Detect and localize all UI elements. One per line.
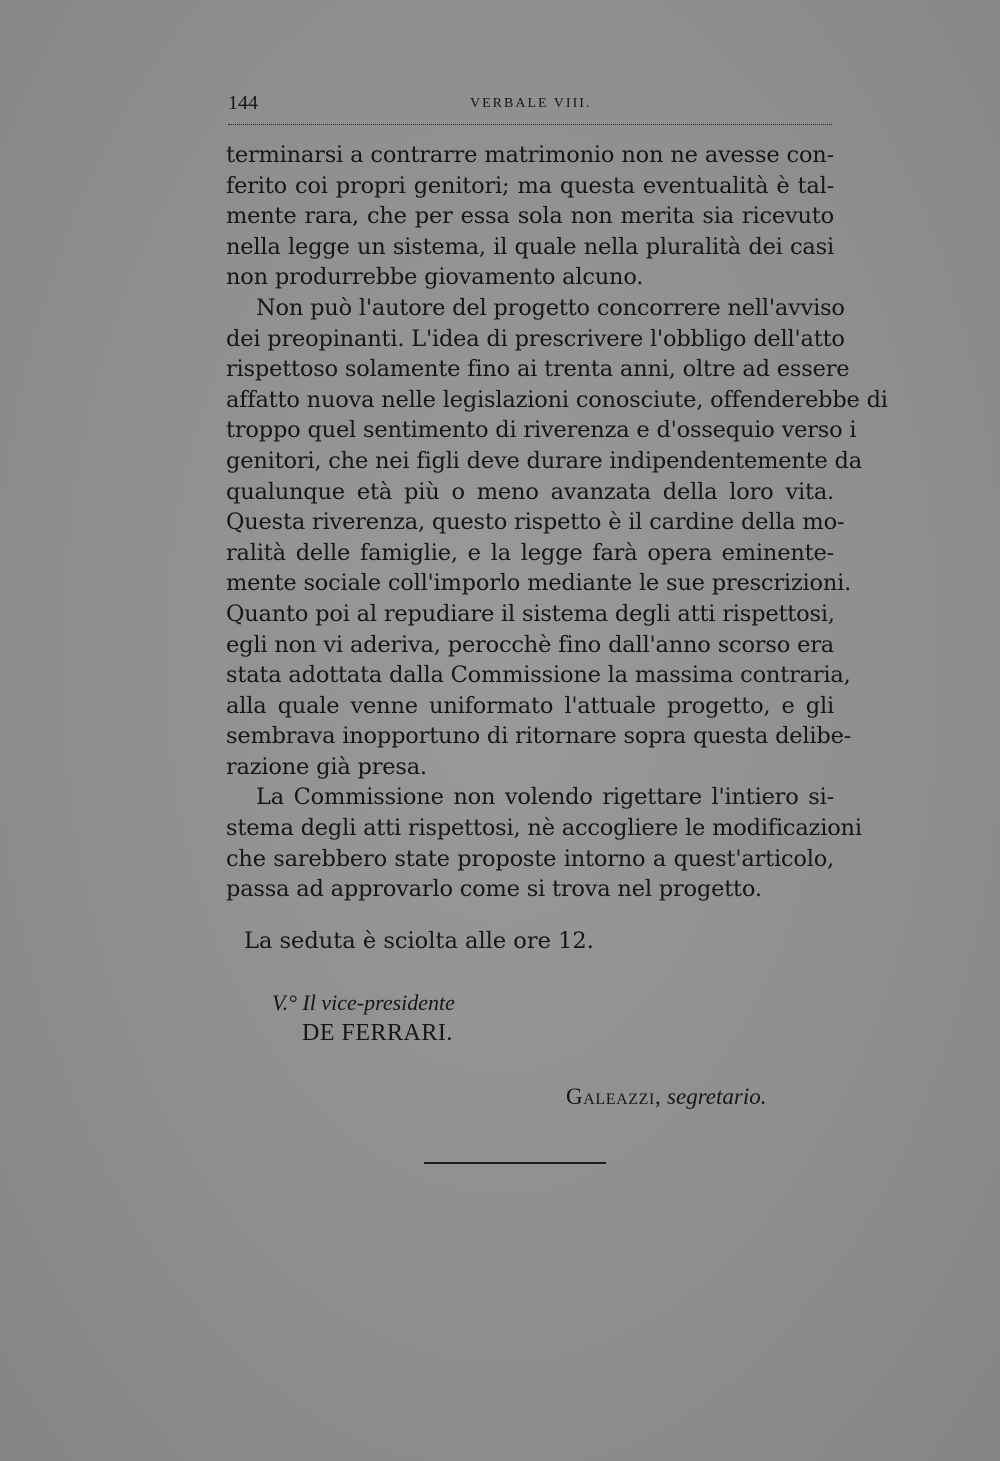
running-head [228,92,832,120]
text-line: rispettoso solamente fino ai trenta anni, oltre ad essere [226,356,850,383]
closing-statement: La seduta è sciolta alle ore 12. [244,928,594,954]
text-line: che sarebbero state proposte intorno a quest'articolo, [226,845,834,872]
text-line: sembrava inopportuno di ritornare sopra questa delibe- [226,723,852,750]
secretary-signature [566,1084,767,1110]
text-line: Non può l'autore del progetto concorrere nell'avviso [256,294,845,321]
text-line: alla quale venne uniformato l'attuale progetto, e gli [226,692,834,719]
text-line: dei preopinanti. L'idea di prescrivere l'obbligo dell'atto [226,325,845,352]
text-line: stema degli atti rispettosi, nè accogliere le modificazioni [226,815,862,842]
header-rule [228,124,832,125]
text-line: stata adottata dalla Commissione la massima contraria, [226,662,851,689]
text-line: ralità delle famiglie, e la legge farà opera eminente- [226,539,834,566]
text-line: troppo quel sentimento di riverenza e d'ossequio verso i [226,417,857,444]
text-line: nella legge un sistema, il quale nella pluralità dei casi [226,233,834,260]
text-line: La Commissione non volendo rigettare l'intiero si- [256,784,834,811]
text-line: ferito coi propri genitori; ma questa eventualità è tal- [226,172,834,199]
president-name: DE FERRARI. [302,1020,453,1046]
text-line: non produrrebbe giovamento alcuno. [226,264,644,291]
body-text [226,140,888,905]
text-line: affatto nuova nelle legislazioni conosciute, offenderebbe di [226,386,888,413]
text-line: terminarsi a contrarre matrimonio non ne avesse con- [226,142,834,168]
text-line: Questa riverenza, questo rispetto è il cardine della mo- [226,509,845,536]
text-line: mente sociale coll'imporlo mediante le sue prescrizioni. [226,570,852,597]
page-number: 144 [228,92,258,114]
secretary-role: segretario. [667,1084,767,1109]
running-title: VERBALE VIII. [470,96,592,111]
text-line: razione già presa. [226,753,427,780]
visa-line: V.° Il vice-presidente [272,990,455,1015]
end-rule [424,1162,606,1164]
text-line: Quanto poi al repudiare il sistema degli atti rispettosi, [226,600,835,627]
secretary-name: Galeazzi, [566,1084,662,1109]
text-line: egli non vi aderiva, perocchè fino dall'anno scorso era [226,631,834,658]
text-line: qualunque età più o meno avanzata della loro vita. [226,478,834,505]
text-line: passa ad approvarlo come si trova nel progetto. [226,876,762,903]
text-line: genitori, che nei figli deve durare indipendentemente da [226,447,862,474]
text-line: mente rara, che per essa sola non merita sia ricevuto [226,203,834,230]
